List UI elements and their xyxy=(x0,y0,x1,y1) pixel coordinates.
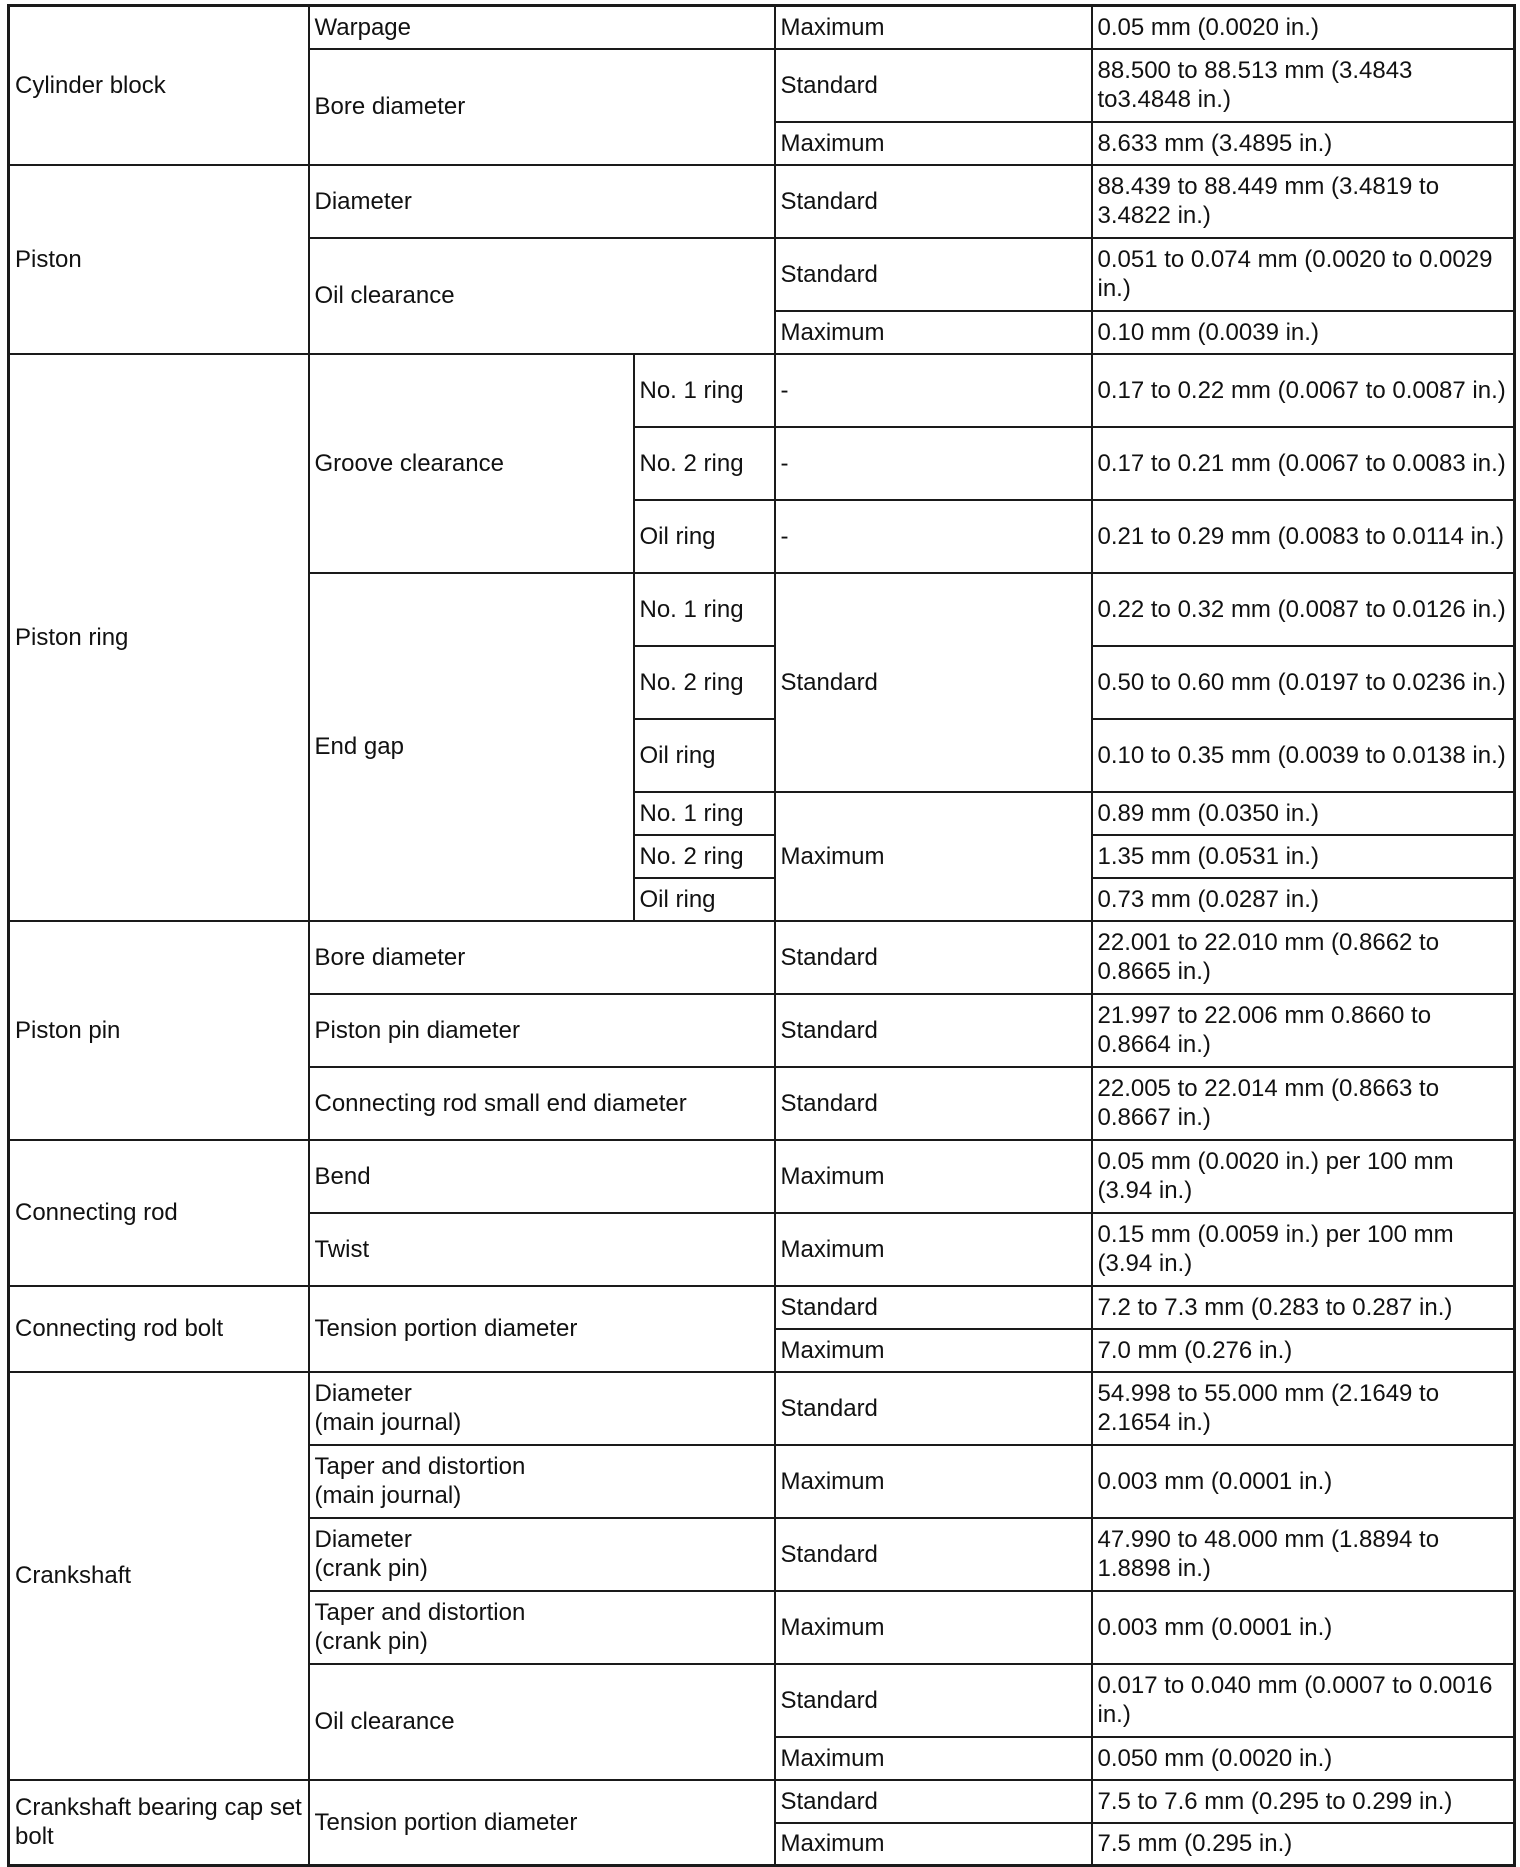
value-cell: 22.005 to 22.014 mm (0.8663 to 0.8667 in.) xyxy=(1092,1067,1515,1140)
value-cell: 22.001 to 22.010 mm (0.8662 to 0.8665 in.) xyxy=(1092,921,1515,994)
type-cell: Maximum xyxy=(775,1213,1092,1286)
type-cell: Maximum xyxy=(775,1445,1092,1518)
ring-cell: Oil ring xyxy=(634,500,775,573)
ring-cell: Oil ring xyxy=(634,719,775,792)
type-cell: - xyxy=(775,427,1092,500)
item-cell: Bore diameter xyxy=(309,921,775,994)
type-cell: - xyxy=(775,500,1092,573)
item-cell: Diameter (main journal) xyxy=(309,1372,775,1445)
item-cell: Oil clearance xyxy=(309,1664,775,1780)
table-row xyxy=(9,354,1515,427)
value-cell: 88.439 to 88.449 mm (3.4819 to 3.4822 in.) xyxy=(1092,165,1515,238)
value-cell: 8.633 mm (3.4895 in.) xyxy=(1092,122,1515,165)
table-row xyxy=(9,1372,1515,1445)
value-cell: 0.050 mm (0.0020 in.) xyxy=(1092,1737,1515,1780)
item-cell: Tension portion diameter xyxy=(309,1286,775,1372)
item-cell: Twist xyxy=(309,1213,775,1286)
value-cell: 0.17 to 0.22 mm (0.0067 to 0.0087 in.) xyxy=(1092,354,1515,427)
ring-cell: No. 2 ring xyxy=(634,646,775,719)
type-cell: Maximum xyxy=(775,1591,1092,1664)
type-cell: Standard xyxy=(775,921,1092,994)
type-cell: Standard xyxy=(775,165,1092,238)
type-cell: Maximum xyxy=(775,1329,1092,1372)
table-row xyxy=(9,1286,1515,1329)
table-row xyxy=(9,1140,1515,1213)
type-cell: Standard xyxy=(775,1372,1092,1445)
item-cell: Groove clearance xyxy=(309,354,634,573)
value-cell: 7.5 to 7.6 mm (0.295 to 0.299 in.) xyxy=(1092,1780,1515,1823)
table-row xyxy=(9,1780,1515,1823)
component-cell: Crankshaft xyxy=(9,1372,309,1780)
component-cell: Piston pin xyxy=(9,921,309,1140)
value-cell: 7.2 to 7.3 mm (0.283 to 0.287 in.) xyxy=(1092,1286,1515,1329)
table-row xyxy=(9,921,1515,994)
engine-spec-table xyxy=(7,4,1516,1867)
type-cell: Standard xyxy=(775,1286,1092,1329)
type-cell: Standard xyxy=(775,994,1092,1067)
value-cell: 88.500 to 88.513 mm (3.4843 to3.4848 in.) xyxy=(1092,49,1515,122)
value-cell: 0.15 mm (0.0059 in.) per 100 mm (3.94 in.) xyxy=(1092,1213,1515,1286)
type-cell: Standard xyxy=(775,1780,1092,1823)
value-cell: 0.05 mm (0.0020 in.) xyxy=(1092,6,1515,49)
item-cell: Warpage xyxy=(309,6,775,49)
type-cell: Standard xyxy=(775,238,1092,311)
component-cell: Connecting rod bolt xyxy=(9,1286,309,1372)
component-cell: Piston ring xyxy=(9,354,309,921)
value-cell: 7.0 mm (0.276 in.) xyxy=(1092,1329,1515,1372)
value-cell: 0.89 mm (0.0350 in.) xyxy=(1092,792,1515,835)
item-cell: Piston pin diameter xyxy=(309,994,775,1067)
component-cell: Cylinder block xyxy=(9,6,309,165)
value-cell: 0.05 mm (0.0020 in.) per 100 mm (3.94 in.) xyxy=(1092,1140,1515,1213)
value-cell: 0.017 to 0.040 mm (0.0007 to 0.0016 in.) xyxy=(1092,1664,1515,1737)
value-cell: 0.10 to 0.35 mm (0.0039 to 0.0138 in.) xyxy=(1092,719,1515,792)
value-cell: 0.50 to 0.60 mm (0.0197 to 0.0236 in.) xyxy=(1092,646,1515,719)
type-cell: Maximum xyxy=(775,6,1092,49)
component-cell: Crankshaft bearing cap set bolt xyxy=(9,1780,309,1866)
ring-cell: Oil ring xyxy=(634,878,775,921)
ring-cell: No. 1 ring xyxy=(634,354,775,427)
value-cell: 7.5 mm (0.295 in.) xyxy=(1092,1823,1515,1866)
value-cell: 0.003 mm (0.0001 in.) xyxy=(1092,1445,1515,1518)
item-cell: Tension portion diameter xyxy=(309,1780,775,1866)
value-cell: 0.051 to 0.074 mm (0.0020 to 0.0029 in.) xyxy=(1092,238,1515,311)
item-cell: Taper and distortion (main journal) xyxy=(309,1445,775,1518)
ring-cell: No. 1 ring xyxy=(634,792,775,835)
item-cell: End gap xyxy=(309,573,634,921)
item-cell: Taper and distortion (crank pin) xyxy=(309,1591,775,1664)
value-cell: 21.997 to 22.006 mm 0.8660 to 0.8664 in.) xyxy=(1092,994,1515,1067)
value-cell: 0.003 mm (0.0001 in.) xyxy=(1092,1591,1515,1664)
type-cell: Maximum xyxy=(775,1140,1092,1213)
ring-cell: No. 2 ring xyxy=(634,835,775,878)
type-cell: Maximum xyxy=(775,792,1092,921)
ring-cell: No. 2 ring xyxy=(634,427,775,500)
type-cell: Standard xyxy=(775,1664,1092,1737)
item-cell: Diameter xyxy=(309,165,775,238)
value-cell: 47.990 to 48.000 mm (1.8894 to 1.8898 in.) xyxy=(1092,1518,1515,1591)
value-cell: 0.21 to 0.29 mm (0.0083 to 0.0114 in.) xyxy=(1092,500,1515,573)
item-cell: Bore diameter xyxy=(309,49,775,165)
value-cell: 0.10 mm (0.0039 in.) xyxy=(1092,311,1515,354)
type-cell: Maximum xyxy=(775,1737,1092,1780)
type-cell: Maximum xyxy=(775,311,1092,354)
type-cell: Maximum xyxy=(775,1823,1092,1866)
table-row xyxy=(9,6,1515,49)
component-cell: Connecting rod xyxy=(9,1140,309,1286)
type-cell: Standard xyxy=(775,1518,1092,1591)
item-cell: Bend xyxy=(309,1140,775,1213)
value-cell: 0.73 mm (0.0287 in.) xyxy=(1092,878,1515,921)
type-cell: - xyxy=(775,354,1092,427)
type-cell: Standard xyxy=(775,573,1092,792)
type-cell: Standard xyxy=(775,49,1092,122)
value-cell: 1.35 mm (0.0531 in.) xyxy=(1092,835,1515,878)
item-cell: Connecting rod small end diameter xyxy=(309,1067,775,1140)
value-cell: 54.998 to 55.000 mm (2.1649 to 2.1654 in.) xyxy=(1092,1372,1515,1445)
value-cell: 0.22 to 0.32 mm (0.0087 to 0.0126 in.) xyxy=(1092,573,1515,646)
type-cell: Maximum xyxy=(775,122,1092,165)
type-cell: Standard xyxy=(775,1067,1092,1140)
item-cell: Diameter (crank pin) xyxy=(309,1518,775,1591)
value-cell: 0.17 to 0.21 mm (0.0067 to 0.0083 in.) xyxy=(1092,427,1515,500)
table-row xyxy=(9,165,1515,238)
ring-cell: No. 1 ring xyxy=(634,573,775,646)
component-cell: Piston xyxy=(9,165,309,354)
item-cell: Oil clearance xyxy=(309,238,775,354)
